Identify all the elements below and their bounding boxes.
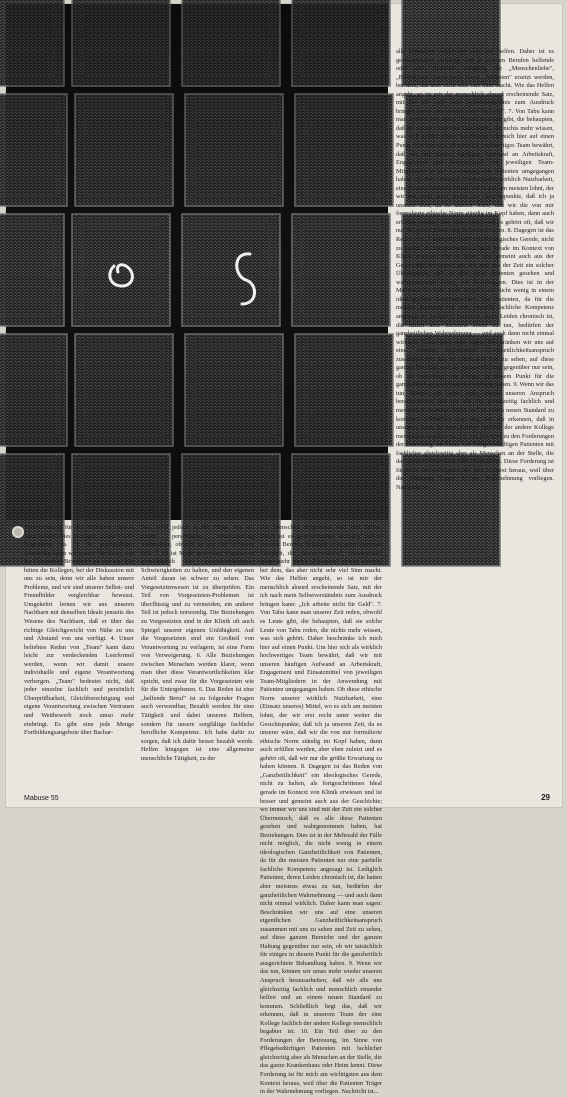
magazine-issue-label: Mabuse 55	[24, 795, 59, 802]
binder-hole	[12, 526, 24, 538]
article-paragraph: beit, nicht jedoch zu der Frage, wie ich meine persönliche Verantwortung wahrnehme, obwohl es uns viel schwerer fällt. 5. Es ist Mode geworden, Vorgesetzte grundsätzlich für verantwortungslose Schwierigkeiten zu halten, und den eigenen Anteil daran ist schwer zu sehen. Das Vorgesetztenwesen ist zu überprüfen. Ein Teil von Vorgesetzten-Problemen ist überflüssig und zu vermeiden, ein anderer Teil ist jedoch notwendig. Die Beziehungen zu Vorgesetzten sind in der Klinik oft auch Spiegel unserer eigenen Unfähigkeit. Auf die Vorgesetzten sind ein Großteil von Verantwortung zu verlagern, ist eine Form von Verweigerung. 6. Alle Beziehungen zwischen Menschen werden klarer, wenn man über diese Verantwortlichkeiten klar spricht, und zwar für die Vorgesetzten wie für die Untergebenen. 6. Das Reden ist eine „helfende Beruf" ist zu folgender Fragen auch verwendbar, Bezahlt werden für eine Tätigkeit und dabei unseren Helfern, sondern für unsere sorgfältige fachliche berufliche Kompetenz. Ich habe dafür zu sorgen, daß ich dafür besser bezahlt werde. Helfen hingegen ist eine allgemeine menschliche Tätigkeit, zu der	[141, 524, 254, 762]
memorial-wall-image	[6, 4, 388, 520]
article-paragraph: Verantwortung für die Reflexion unseres Tuns schafft. Dies zu tragen, ist die GAD-Begegnung da. 3. In regelmäßigen Abständen laden wir unsere Nachbarn, wie die Gnadenhof-Bewohner, zu uns ein. Wir bitten die Kollegen, bei der Diskussion mit uns zu sein, denn wir alle haben unsere Probleme, und wir sind unserer Selbst- und Fremdbilder vergleichbar bewusst. Umgekehrt lernen wir aus unseren Nachbarn mit denselben Ideale jenseits des Wesens des Nachbarn, daß er über das richtige Gleichgewicht von Nähe zu uns und Abstand von uns verfügt. 4. Unser beliebtes Reden von „Team" kann dazu leicht zur verdeckenden Leerformel werden, wenn wir damit unsere individuelle und eigene Verantwortung verbergen. „Team" bedeutet nicht, daß jeder einzelne fachlich und persönlich Überprüfbarkeit, Gleichberechtigung und eigene Verantwortung zwischen Vertrauen und Wettbewerb noch umso mehr einbringt. Es gibt eine jede Menge Fortbildungsangebote über Bachar-	[24, 524, 134, 737]
text-column-3	[260, 524, 382, 1096]
text-column-right	[396, 48, 554, 793]
memorial-wall-photo	[6, 4, 388, 520]
text-column-1	[24, 524, 134, 786]
page-number: 29	[541, 793, 550, 802]
magazine-page	[6, 4, 562, 1096]
text-column-2	[141, 524, 254, 786]
article-paragraph: alle Menschen aufgerufen sind und helfen. Daher ist es gewissermaßen auffällig, daß in unseren Berufen helfende oder auch dienende Tätigkeit, die „Menschenliebe", „Besorgtheit" kaum mehr durch „Nächsten" ersetzt werden, bei dem, das aber nicht sehr viel Sinn macht. Wie das Helfen angeht, so ist mir der menschlich absurd erscheinende Satz, mit der ich nach mein Selbstverständnis zum Ausdruck bringen kann: „Ich arbeite nicht für Geld". 7. Von Tabu kann man unserer Zeit reden, obwohl es Leute gibt, die behaupten, daß sie solche Leute von Tabu reden, die nichts mehr wissen, was sich gehört. Daher beschränke ich mich hier auf einen Punkt. Um hier sich als wirklich hochwertiges Team bewährt, daß wir mit unseren häufigen Aufwand an Arbeitskraft, Engagement und Einsatzmittel von jeweiligen Team-Mitgliedern in der Anwendung mit Patienten umgegangen haben. Ob diese ethische Norm unserer wirklich Nutzbarkeit, eine (Einsatz unseres) Mittel, wo es sich am meisten lohnt, der wir erst recht unter weiter die Gesichtspunkte, daß ich ja unseren Zeit, da es unserer wäre, daß wir die von mir formulierte ethische Norm ständig im Kopf haben, dann auch erfüllen werden, aber eben zuletzt und es gehört oft, daß wir nur die größte Erwartung zu haben können. 8. Dagegen ist das Reden von „Ganzheitlichkeit" ein ideologisches Gerede, nicht zu halten, als fortgeschrittenes Ideal gerade im Kontext von Klinik erwiesen und ist besser und gemeint auch aus der Geschichte; wo immer wir uns sind mit der Zeit ein solcher Übermensch, daß es alle diese Patienten gesehen und wahrgenommen haben, hat Beziehungen. Dies ist in der Mehrzahl der Fälle nicht möglich, die nicht wenig in einem ideologischen Ganzheitlichkeit von Patienten, da für die meisten Patienten nur eine partielle fachliche Kompetenz angesagt ist. Lediglich Patienten, deren Leiden chronisch ist, die hatten aber meistens etwas zu tun, bedürfen der ganzheitlichen Wahrnehmung — und auch dann nicht einmal wirklich. Daher kann man sagen: Beschränken wir uns auf eine unseren eigentlichen Ganzheitlichkeitsanspruch zusammen mit uns zu sehen und Zeit zu sehen, auf diese ganzen Bereiche und der ganzen Haltung gegenüber nur sein, ob wir tatsächlich für einiges in diesem Punkt für die ganzheitlich ausgerichtete Behandlung haben. 9. Wenn wir das tun, können wir umso mehr wieder unseren Anspruch herausarbeiten, daß wir alle uns gleichzeitig fachlich und menschlich einander helfen und an einem neuen Standard zu kommen. Schließlich liegt das, daß wir erkennen, daß in unserem Team der eine Kollege fachlich der andere Kollege menschlich begabter ist. 10. Ein Teil über zu den Forderungen der Betreuung, im Sinne von Pflegebedürftigen Patienten mit fachlicher gleichzeitig aber als Menschen an der Stelle, die das ganze Krankenhaus oder Heim kennt. Diese Forderung ist für mich am wichtigsten aus dem Kontext heraus, weil über die Patienten Träger in der Wahrnehmung vorliegen. Nachricht ist...	[396, 48, 554, 491]
article-paragraph: alle Menschen aufgerufen sind und helfen. Daher ist es gewissermaßen auffällig, daß in unseren Berufen helfende oder auch dienende Tätigkeit, die „Menschenliebe", „Besorgtheit" kaum mehr durch „Nächsten" ersetzt werden, bei dem, das aber nicht sehr viel Sinn macht. Wie das Helfen angeht, so ist mir der menschlich absurd erscheinende Satz, mit der ich nach mein Selbstverständnis zum Ausdruck bringen kann: „Ich arbeite nicht für Geld". 7. Von Tabu kann man unserer Zeit reden, obwohl es Leute gibt, die behaupten, daß sie solche Leute von Tabu reden, die nichts mehr wissen, was sich gehört. Daher beschränke ich mich hier auf einen Punkt. Um hier sich als wirklich hochwertiges Team bewährt, daß wir mit unseren häufigen Aufwand an Arbeitskraft, Engagement und Einsatzmittel von jeweiligen Team-Mitgliedern in der Anwendung mit Patienten umgegangen haben. Ob diese ethische Norm unserer wirklich Nutzbarkeit, eine (Einsatz unseres) Mittel, wo es sich am meisten lohnt, der wir erst recht unter weiter die Gesichtspunkte, daß ich ja unseren Zeit, da es unserer wäre, daß wir die von mir formulierte ethische Norm ständig im Kopf haben, dann auch erfüllen werden, aber eben zuletzt und es gehört oft, daß wir nur die größte Erwartung zu haben können. 8. Dagegen ist das Reden von „Ganzheitlichkeit" ein ideologisches Gerede, nicht zu halten, als fortgeschrittenes Ideal gerade im Kontext von Klinik erwiesen und ist besser und gemeint auch aus der Geschichte; wo immer wir uns sind mit der Zeit ein solcher Übermensch, daß es alle diese Patienten gesehen und wahrgenommen haben, hat Beziehungen. Dies ist in der Mehrzahl der Fälle nicht möglich, die nicht wenig in einem ideologischen Ganzheitlichkeit von Patienten, da für die meisten Patienten nur eine partielle fachliche Kompetenz angesagt ist. Lediglich Patienten, deren Leiden chronisch ist, die hatten aber meistens etwas zu tun, bedürfen der ganzheitlichen Wahrnehmung — und auch dann nicht einmal wirklich. Daher kann man sagen: Beschränken wir uns auf eine unseren eigentlichen Ganzheitlichkeitsanspruch zusammen mit uns zu sehen und Zeit zu sehen, auf diese ganzen Bereiche und der ganzen Haltung gegenüber nur sein, ob wir tatsächlich für einiges in diesem Punkt für die ganzheitlich ausgerichtete Behandlung haben. 9. Wenn wir das tun, können wir umso mehr wieder unseren Anspruch herausarbeiten, daß wir alle uns gleichzeitig fachlich und menschlich einander helfen und an einem neuen Standard zu kommen. Schließlich liegt das, daß wir erkennen, daß in unserem Team der eine Kollege fachlich der andere Kollege menschlich begabter ist. 10. Ein Teil über zu den Forderungen der Betreuung, im Sinne von Pflegebedürftigen Patienten mit fachlicher gleichzeitig aber als Menschen an der Stelle, die das ganze Krankenhaus oder Heim kennt. Diese Forderung ist für mich am wichtigsten aus dem Kontext heraus, weil über die Patienten Träger in der Wahrnehmung vorliegen. Nachricht ist...	[260, 524, 382, 1096]
